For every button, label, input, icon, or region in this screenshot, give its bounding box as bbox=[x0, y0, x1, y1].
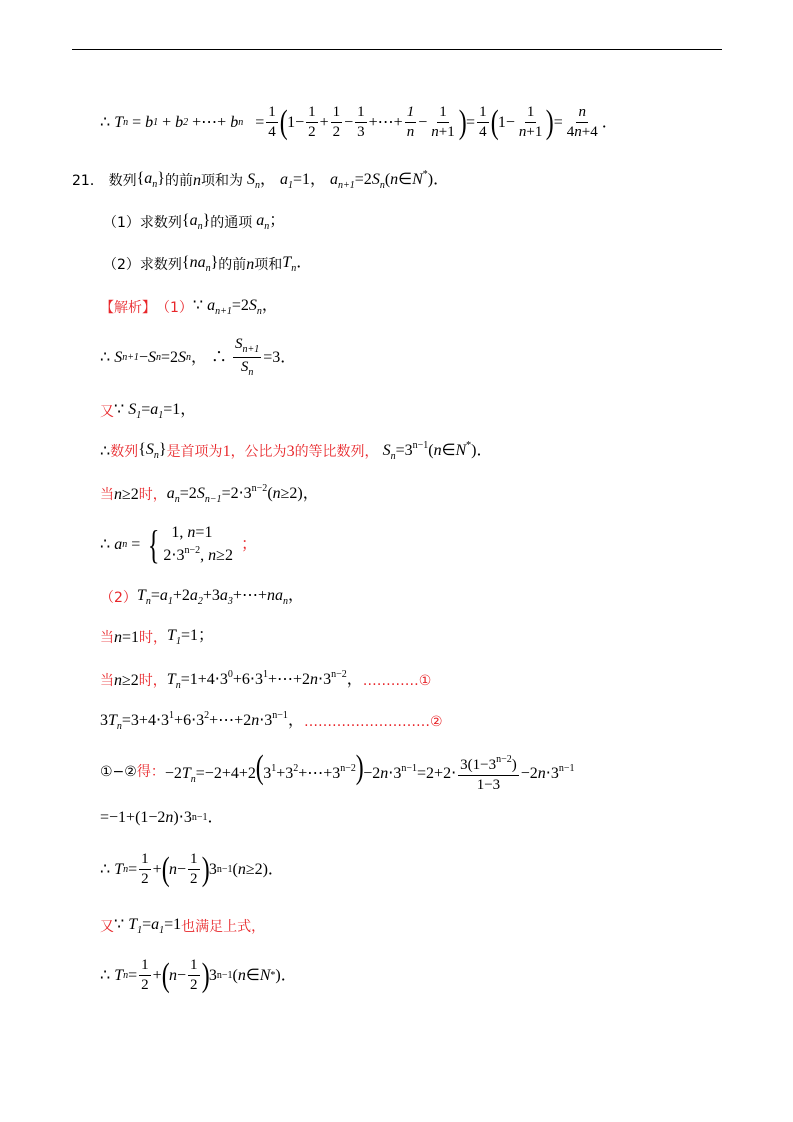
solution-geometric: ∴ 数列 $\{S_n\}$ 是首项为 1 ，公比为 3 的等比数列， $S_n=3^{n-1}(n\in N^*)$． bbox=[100, 440, 493, 462]
problem-21-stem: 21． 数列 $\{a_n\}$ 的前 n 项和为 $S_n$， $a_1=1$， $a_{n+1}=2S_n(n\in N^*)$． bbox=[72, 169, 450, 191]
formula-sn-ratio: ∴ S n+1 − S n =2 S n ， ∴ $\frac{S_{n+1}}{S_n}$ =3． bbox=[100, 336, 297, 378]
formula-simplified: =−1+(1−2 n )⋅3 n−1 ． bbox=[100, 809, 224, 826]
solution-t1: 当 n=1 时， $T_1=1$； bbox=[100, 627, 214, 647]
formula-tn-result: ∴ T n = $\frac{1}{2}$ + ( n − $\frac{1}{2}$ ) 3 n−1 ( n ≥2)． bbox=[100, 850, 284, 888]
solution-an-general: 当 n≥2 时， $a_n=2S_{n-1}=2\cdot 3^{n-2}(n\ge 2)$， bbox=[100, 483, 319, 505]
solution-start: 【解析】 （1） ∵ $a_{n+1}=2S_n$， bbox=[100, 297, 278, 317]
formula-tn-telescoping: ∴ T n = b 1 + b 2 +⋯+ b n = $\frac{1}{4}$ ( 1− $\frac{1}{2}$ + $\frac{1}{2}$ − $\frac{1}{3}$ +⋯+ $\frac{1}{n}$ − $\frac{1}{n+1}$ ) = $\frac{1}{4}$ ( 1− $\frac{1}{n+1}$ ) = $\frac{n}{4n+4}$ ． bbox=[100, 103, 618, 141]
formula-an-cases: ∴ a n = { 1, n=1 $2\cdot 3^{n-2}$, n≥2 ； bbox=[100, 521, 257, 567]
solution-subtract: ①−② 得： $-2T_n=-2+4+2(3^1+3^2+\cdots+3^{n-2})-2n\cdot 3^{n-1}=2+2\cdot$ $\frac{3(1-3^{n-2})}{1-3}$ $-2n\cdot 3^{n-1}$ bbox=[100, 749, 575, 794]
solution-s1: 又 ∵ $S_1=a_1=1$， bbox=[100, 401, 197, 421]
solution-equation-1: 当 n≥2 时， $T_n=1+4\cdot 3^0+6\cdot 3^1+\cdots+2n\cdot 3^{n-2}$， …………① bbox=[100, 669, 432, 691]
problem-21-part2: （2） 求数列 $\{na_n\}$ 的前 n 项和 $T_n$． bbox=[103, 254, 313, 274]
solution-part2-start: （2） $T_n=a_1+2a_2+3a_3+\cdots+na_n$， bbox=[100, 587, 304, 607]
solution-t1-check: 又 ∵ $T_1=a_1=1$ 也满足上式， bbox=[100, 916, 266, 936]
solution-equation-2: $3T_n=3+4\cdot 3^1+6\cdot 3^2+\cdots+2n\cdot 3^{n-1}$， ………………………② bbox=[100, 710, 443, 732]
formula-tn-final: ∴ T n = $\frac{1}{2}$ + ( n − $\frac{1}{2}$ ) 3 n−1 ( n ∈ N * )． bbox=[100, 956, 297, 994]
header-rule bbox=[72, 49, 722, 50]
problem-21-part1: （1） 求数列 $\{a_n\}$ 的通项 $a_n$； bbox=[103, 212, 286, 232]
